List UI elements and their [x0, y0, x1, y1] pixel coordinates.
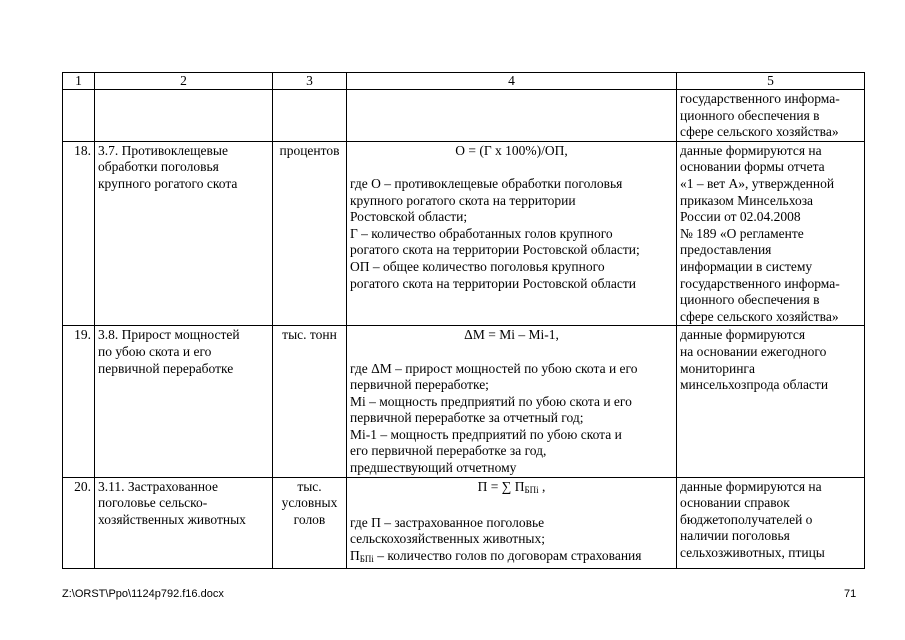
source-cell — [677, 326, 865, 477]
formula-main: П = ∑ П — [477, 478, 525, 494]
source-line: данные формируются на — [680, 142, 822, 158]
source-line: государственного информа- — [680, 91, 840, 106]
source-line: № 189 «О регламенте — [680, 225, 804, 241]
formula-description-line: его первичной переработке за год, — [350, 443, 547, 459]
source-line: предоставления — [680, 242, 772, 258]
cell-empty — [347, 90, 677, 142]
indicator-name-cell — [95, 141, 273, 326]
formula-description-line — [350, 548, 673, 568]
header-cell-5: 5 — [677, 73, 865, 90]
table-row-19 — [63, 326, 865, 477]
cell-empty — [95, 90, 273, 142]
formula — [350, 479, 673, 499]
source-line: сфере сельского хозяйства» — [680, 308, 839, 324]
source-line: информации в систему — [680, 258, 813, 274]
source-line: основании справок — [680, 495, 790, 511]
symbol-subscript: БПi — [359, 554, 374, 565]
formula-description-line: рогатого скота на территории Ростовской области; — [350, 242, 640, 258]
description-text: – количество голов по договорам страхования — [373, 548, 642, 564]
formula-tail: , — [538, 478, 546, 494]
unit-line: процентов — [279, 142, 340, 158]
source-line: бюджетополучателей о — [680, 511, 813, 527]
indicator-name-cell — [95, 326, 273, 477]
formula-description-line: рогатого скота на территории Ростовской области — [350, 275, 636, 291]
source-line: ционного обеспечения в — [680, 107, 820, 123]
formula-description-line: Г – количество обработанных голов крупного — [350, 225, 613, 241]
source-line: наличии поголовья — [680, 528, 790, 544]
source-line: на основании ежегодного — [680, 343, 827, 359]
indicator-name-line: хозяйственных животных — [98, 511, 246, 527]
source-line: государственного информа- — [680, 275, 840, 291]
header-cell-1: 1 — [63, 73, 95, 90]
symbol-main: П — [350, 548, 360, 564]
source-cell — [677, 141, 865, 326]
formula-cell — [347, 141, 677, 326]
indicator-name-line: первичной переработке — [98, 360, 234, 376]
formula-description-line: первичной переработке; — [350, 377, 489, 393]
row-number: 18. — [63, 141, 95, 326]
indicator-name-line: по убою скота и его — [98, 343, 212, 359]
formula-cell — [347, 326, 677, 477]
unit-line: тыс. тонн — [282, 327, 337, 343]
source-line: приказом Минсельхоза — [680, 192, 814, 208]
formula-description-line: где ΔМ – прирост мощностей по убою скота и его — [350, 360, 638, 376]
source-line: ционного обеспечения в — [680, 292, 820, 308]
source-line: основании формы отчета — [680, 159, 825, 175]
formula-description-line: Мi-1 – мощность предприятий по убою скота и — [350, 426, 622, 442]
footer-page-number: 71 — [844, 588, 857, 600]
unit-line: условных — [281, 495, 338, 511]
formula-description-line: где О – противоклещевые обработки поголовья — [350, 175, 623, 191]
formula: ΔМ = Мi – Мi-1, — [464, 327, 559, 343]
indicator-name-line: обработки поголовья — [98, 159, 219, 175]
formula-cell — [347, 477, 677, 568]
formula-description-line: Мi – мощность предприятий по убою скота и его — [350, 393, 632, 409]
formula-description-line: ОП – общее количество поголовья крупного — [350, 258, 605, 274]
unit-line: голов — [293, 511, 326, 527]
header-row — [63, 73, 865, 90]
table-row-continuation — [63, 90, 865, 142]
row-number: 19. — [63, 326, 95, 477]
row-number: 20. — [63, 477, 95, 568]
indicator-name-line: 3.8. Прирост мощностей — [98, 327, 240, 343]
cell-empty — [63, 90, 95, 142]
source-line: сфере сельского хозяйства» — [680, 124, 839, 140]
source-cell — [677, 90, 865, 142]
footer-file-path: Z:\ORST\Ppo\1124p792.f16.docx — [62, 588, 224, 600]
indicator-name-cell — [95, 477, 273, 568]
source-line: данные формируются — [680, 327, 806, 343]
indicator-name-line: 3.11. Застрахованное — [98, 478, 218, 494]
header-cell-4: 4 — [347, 73, 677, 90]
header-cell-2: 2 — [95, 73, 273, 90]
source-line: «1 – вет А», утвержденной — [680, 175, 835, 191]
source-line: данные формируются на — [680, 478, 822, 494]
formula-description-line: предшествующий отчетному — [350, 460, 517, 476]
formula-description-line: Ростовской области; — [350, 209, 468, 225]
formula-description-line: где П – застрахованное поголовье — [350, 514, 545, 530]
header-cell-3: 3 — [273, 73, 347, 90]
cell-empty — [273, 90, 347, 142]
source-line: мониторинга — [680, 360, 755, 376]
formula-description-line: крупного рогатого скота на территории — [350, 192, 576, 208]
indicator-name-line: 3.7. Противоклещевые — [98, 142, 228, 158]
source-line: минсельхозпрода области — [680, 377, 829, 393]
unit-line: тыс. — [297, 478, 322, 494]
source-line: России от 02.04.2008 — [680, 209, 801, 225]
source-line: сельхозживотных, птицы — [680, 545, 825, 561]
formula-description-line: сельскохозяйственных животных; — [350, 531, 545, 547]
table-row-18 — [63, 141, 865, 326]
indicator-name-line: поголовье сельско- — [98, 495, 208, 511]
unit-cell — [273, 477, 347, 568]
indicators-table — [62, 72, 865, 569]
source-cell — [677, 477, 865, 568]
table-row-20 — [63, 477, 865, 568]
indicator-name-line: крупного рогатого скота — [98, 175, 238, 191]
unit-cell — [273, 326, 347, 477]
formula-description-line: первичной переработке за отчетный год; — [350, 410, 584, 426]
formula: О = (Г х 100%)/ОП, — [455, 142, 568, 158]
formula-subscript: БПi — [524, 484, 539, 495]
unit-cell — [273, 141, 347, 326]
